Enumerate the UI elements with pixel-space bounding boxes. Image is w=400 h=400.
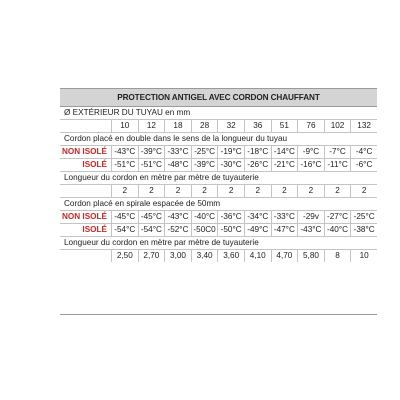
- temperature-cell: -27°C: [324, 211, 351, 223]
- diameter-cell: 28: [191, 120, 218, 132]
- diameter-section-label: Ø EXTÉRIEUR DU TUYAU en mm: [60, 107, 377, 120]
- temperature-cell: -26°C: [244, 159, 271, 171]
- antifreeze-table: [60, 88, 377, 315]
- temperature-cell: -54°C: [111, 224, 138, 236]
- temperature-cell: -21°C: [271, 159, 298, 171]
- double-non-isole-row: [60, 146, 377, 159]
- temperature-cell: -47°C: [271, 224, 298, 236]
- length-cell: 2: [324, 185, 351, 197]
- diameter-cell: 102: [324, 120, 351, 132]
- length-cell: 4,70: [271, 250, 298, 262]
- temperature-cell: -52°C: [164, 224, 191, 236]
- temperature-cell: -25°C: [191, 146, 218, 158]
- table-title: PROTECTION ANTIGEL AVEC CORDON CHAUFFANT: [60, 89, 377, 107]
- temperature-cell: -11°C: [324, 159, 351, 171]
- diameter-cell: 12: [138, 120, 165, 132]
- temperature-cell: -33°C: [271, 211, 298, 223]
- temperature-cell: -39°C: [138, 146, 165, 158]
- temperature-cell: -43°C: [297, 224, 324, 236]
- diameter-cell: 51: [271, 120, 298, 132]
- temperature-cell: -29v: [297, 211, 324, 223]
- spiral-isole-row: [60, 224, 377, 237]
- length-cell: 2: [271, 185, 298, 197]
- temperature-cell: -36°C: [217, 211, 244, 223]
- double-isole-row: [60, 159, 377, 172]
- temperature-cell: -51°C: [138, 159, 165, 171]
- row-label-empty: [60, 250, 111, 262]
- diameter-cell: 132: [350, 120, 377, 132]
- diameter-cell: 32: [217, 120, 244, 132]
- length-cell: 5,80: [297, 250, 324, 262]
- temperature-cell: -38°C: [350, 224, 377, 236]
- row-label-empty: [60, 185, 111, 197]
- row-label-empty: [60, 120, 111, 132]
- length-cell: 2: [138, 185, 165, 197]
- temperature-cell: -51°C: [111, 159, 138, 171]
- temperature-cell: -45°C: [138, 211, 165, 223]
- temperature-cell: -50C0: [191, 224, 218, 236]
- temperature-cell: -33°C: [164, 146, 191, 158]
- double-section-label: Cordon placé en double dans le sens de la longueur du tuyau: [60, 133, 377, 146]
- length-cell: 4,10: [244, 250, 271, 262]
- temperature-cell: -49°C: [244, 224, 271, 236]
- length-cell: 10: [350, 250, 377, 262]
- temperature-cell: -40°C: [324, 224, 351, 236]
- length-cell: 2: [297, 185, 324, 197]
- temperature-cell: -25°C: [350, 211, 377, 223]
- spiral-section-label: Cordon placé en spirale espacée de 50mm: [60, 198, 377, 211]
- temperature-cell: -16°C: [297, 159, 324, 171]
- temperature-cell: -39°C: [191, 159, 218, 171]
- temperature-cell: -9°C: [297, 146, 324, 158]
- non-isole-label: NON ISOLÉ: [61, 147, 107, 156]
- length-cell: 3,60: [217, 250, 244, 262]
- double-length-row: [60, 185, 377, 198]
- length-cell: 8: [324, 250, 351, 262]
- length-cell: 2: [244, 185, 271, 197]
- temperature-cell: -54°C: [138, 224, 165, 236]
- length-cell: 2,70: [138, 250, 165, 262]
- diameter-cell: 18: [164, 120, 191, 132]
- non-isole-label: NON ISOLÉ: [61, 212, 107, 221]
- temperature-cell: -14°C: [271, 146, 298, 158]
- temperature-cell: -34°C: [244, 211, 271, 223]
- spiral-non-isole-row: [60, 211, 377, 224]
- isole-label: ISOLÉ: [82, 225, 107, 234]
- diameter-row: [60, 120, 377, 133]
- length-cell: 2: [164, 185, 191, 197]
- spiral-length-label: Longueur du cordon en mètre par mètre de tuyauterie: [60, 237, 377, 250]
- diameter-cell: 76: [297, 120, 324, 132]
- length-cell: 2: [350, 185, 377, 197]
- temperature-cell: -30°C: [217, 159, 244, 171]
- temperature-cell: -48°C: [164, 159, 191, 171]
- temperature-cell: -43°C: [164, 211, 191, 223]
- diameter-cell: 10: [111, 120, 138, 132]
- spiral-length-row: [60, 250, 377, 262]
- temperature-cell: -19°C: [217, 146, 244, 158]
- length-cell: 3,40: [191, 250, 218, 262]
- temperature-cell: -45°C: [111, 211, 138, 223]
- length-cell: 2: [217, 185, 244, 197]
- temperature-cell: -40°C: [191, 211, 218, 223]
- length-cell: 2: [191, 185, 218, 197]
- length-cell: 2: [111, 185, 138, 197]
- double-length-label: Longueur du cordon en mètre par mètre de tuyauterie: [60, 172, 377, 185]
- temperature-cell: -4°C: [350, 146, 377, 158]
- diameter-cell: 36: [244, 120, 271, 132]
- temperature-cell: -43°C: [111, 146, 138, 158]
- length-cell: 3,00: [164, 250, 191, 262]
- length-cell: 2,50: [111, 250, 138, 262]
- isole-label: ISOLÉ: [82, 160, 107, 169]
- temperature-cell: -6°C: [350, 159, 377, 171]
- temperature-cell: -7°C: [324, 146, 351, 158]
- temperature-cell: -50°C: [217, 224, 244, 236]
- temperature-cell: -18°C: [244, 146, 271, 158]
